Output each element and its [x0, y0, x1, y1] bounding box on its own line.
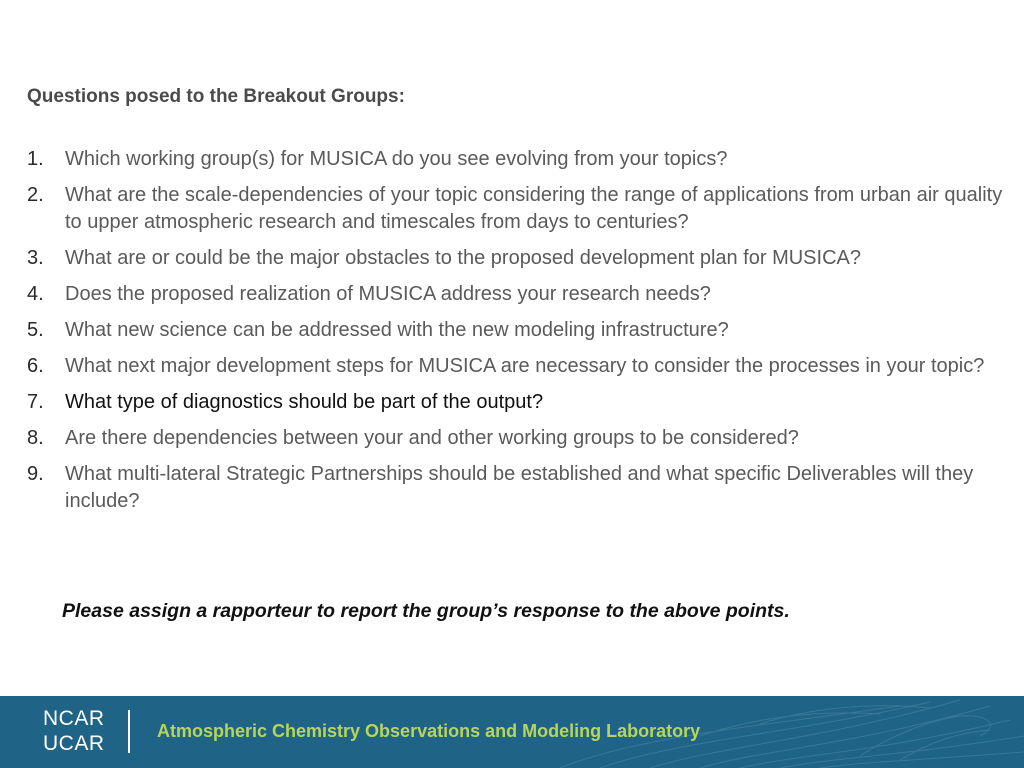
question-number: 2.: [27, 184, 44, 206]
question-text: What multi-lateral Strategic Partnerships should be established and what specific Deliverables will they include?: [65, 463, 974, 512]
footer-banner: [0, 696, 1024, 768]
question-text: Are there dependencies between your and other working groups to be considered?: [65, 427, 799, 449]
question-number: 4.: [27, 283, 44, 305]
questions-list: [27, 146, 1007, 524]
question-item: [27, 182, 1007, 236]
question-item: [27, 281, 1007, 308]
slide-heading: Questions posed to the Breakout Groups:: [27, 86, 405, 107]
question-text: Which working group(s) for MUSICA do you see evolving from your topics?: [65, 148, 728, 170]
question-number: 5.: [27, 319, 44, 341]
question-item: [27, 389, 1007, 416]
question-text: Does the proposed realization of MUSICA address your research needs?: [65, 283, 711, 305]
question-item: [27, 245, 1007, 272]
question-text: What type of diagnostics should be part of the output?: [65, 391, 544, 413]
question-item: [27, 425, 1007, 452]
logo-divider: [128, 710, 130, 753]
question-text: What are or could be the major obstacles to the proposed development plan for MUSICA?: [65, 247, 861, 269]
question-item: [27, 146, 1007, 173]
logo-ucar-text: UCAR: [43, 732, 105, 755]
question-number: 8.: [27, 427, 44, 449]
question-number: 7.: [27, 391, 44, 413]
question-text: What next major development steps for MUSICA are necessary to consider the processes in your topic?: [65, 355, 985, 377]
ncar-ucar-logo: [43, 706, 105, 756]
question-number: 3.: [27, 247, 44, 269]
question-item: [27, 353, 1007, 380]
question-text: What new science can be addressed with the new modeling infrastructure?: [65, 319, 729, 341]
question-item: [27, 461, 1007, 515]
question-number: 9.: [27, 463, 44, 485]
question-text: What are the scale-dependencies of your topic considering the range of applications from urban air quality to upper atmospheric research and timescales from days to centuries?: [65, 184, 1003, 233]
logo-ncar-text: NCAR: [43, 707, 105, 730]
rapporteur-note: Please assign a rapporteur to report the group’s response to the above points.: [62, 600, 790, 622]
question-number: 6.: [27, 355, 44, 377]
question-number: 1.: [27, 148, 44, 170]
lab-name: Atmospheric Chemistry Observations and Modeling Laboratory: [157, 721, 701, 741]
question-item: [27, 317, 1007, 344]
